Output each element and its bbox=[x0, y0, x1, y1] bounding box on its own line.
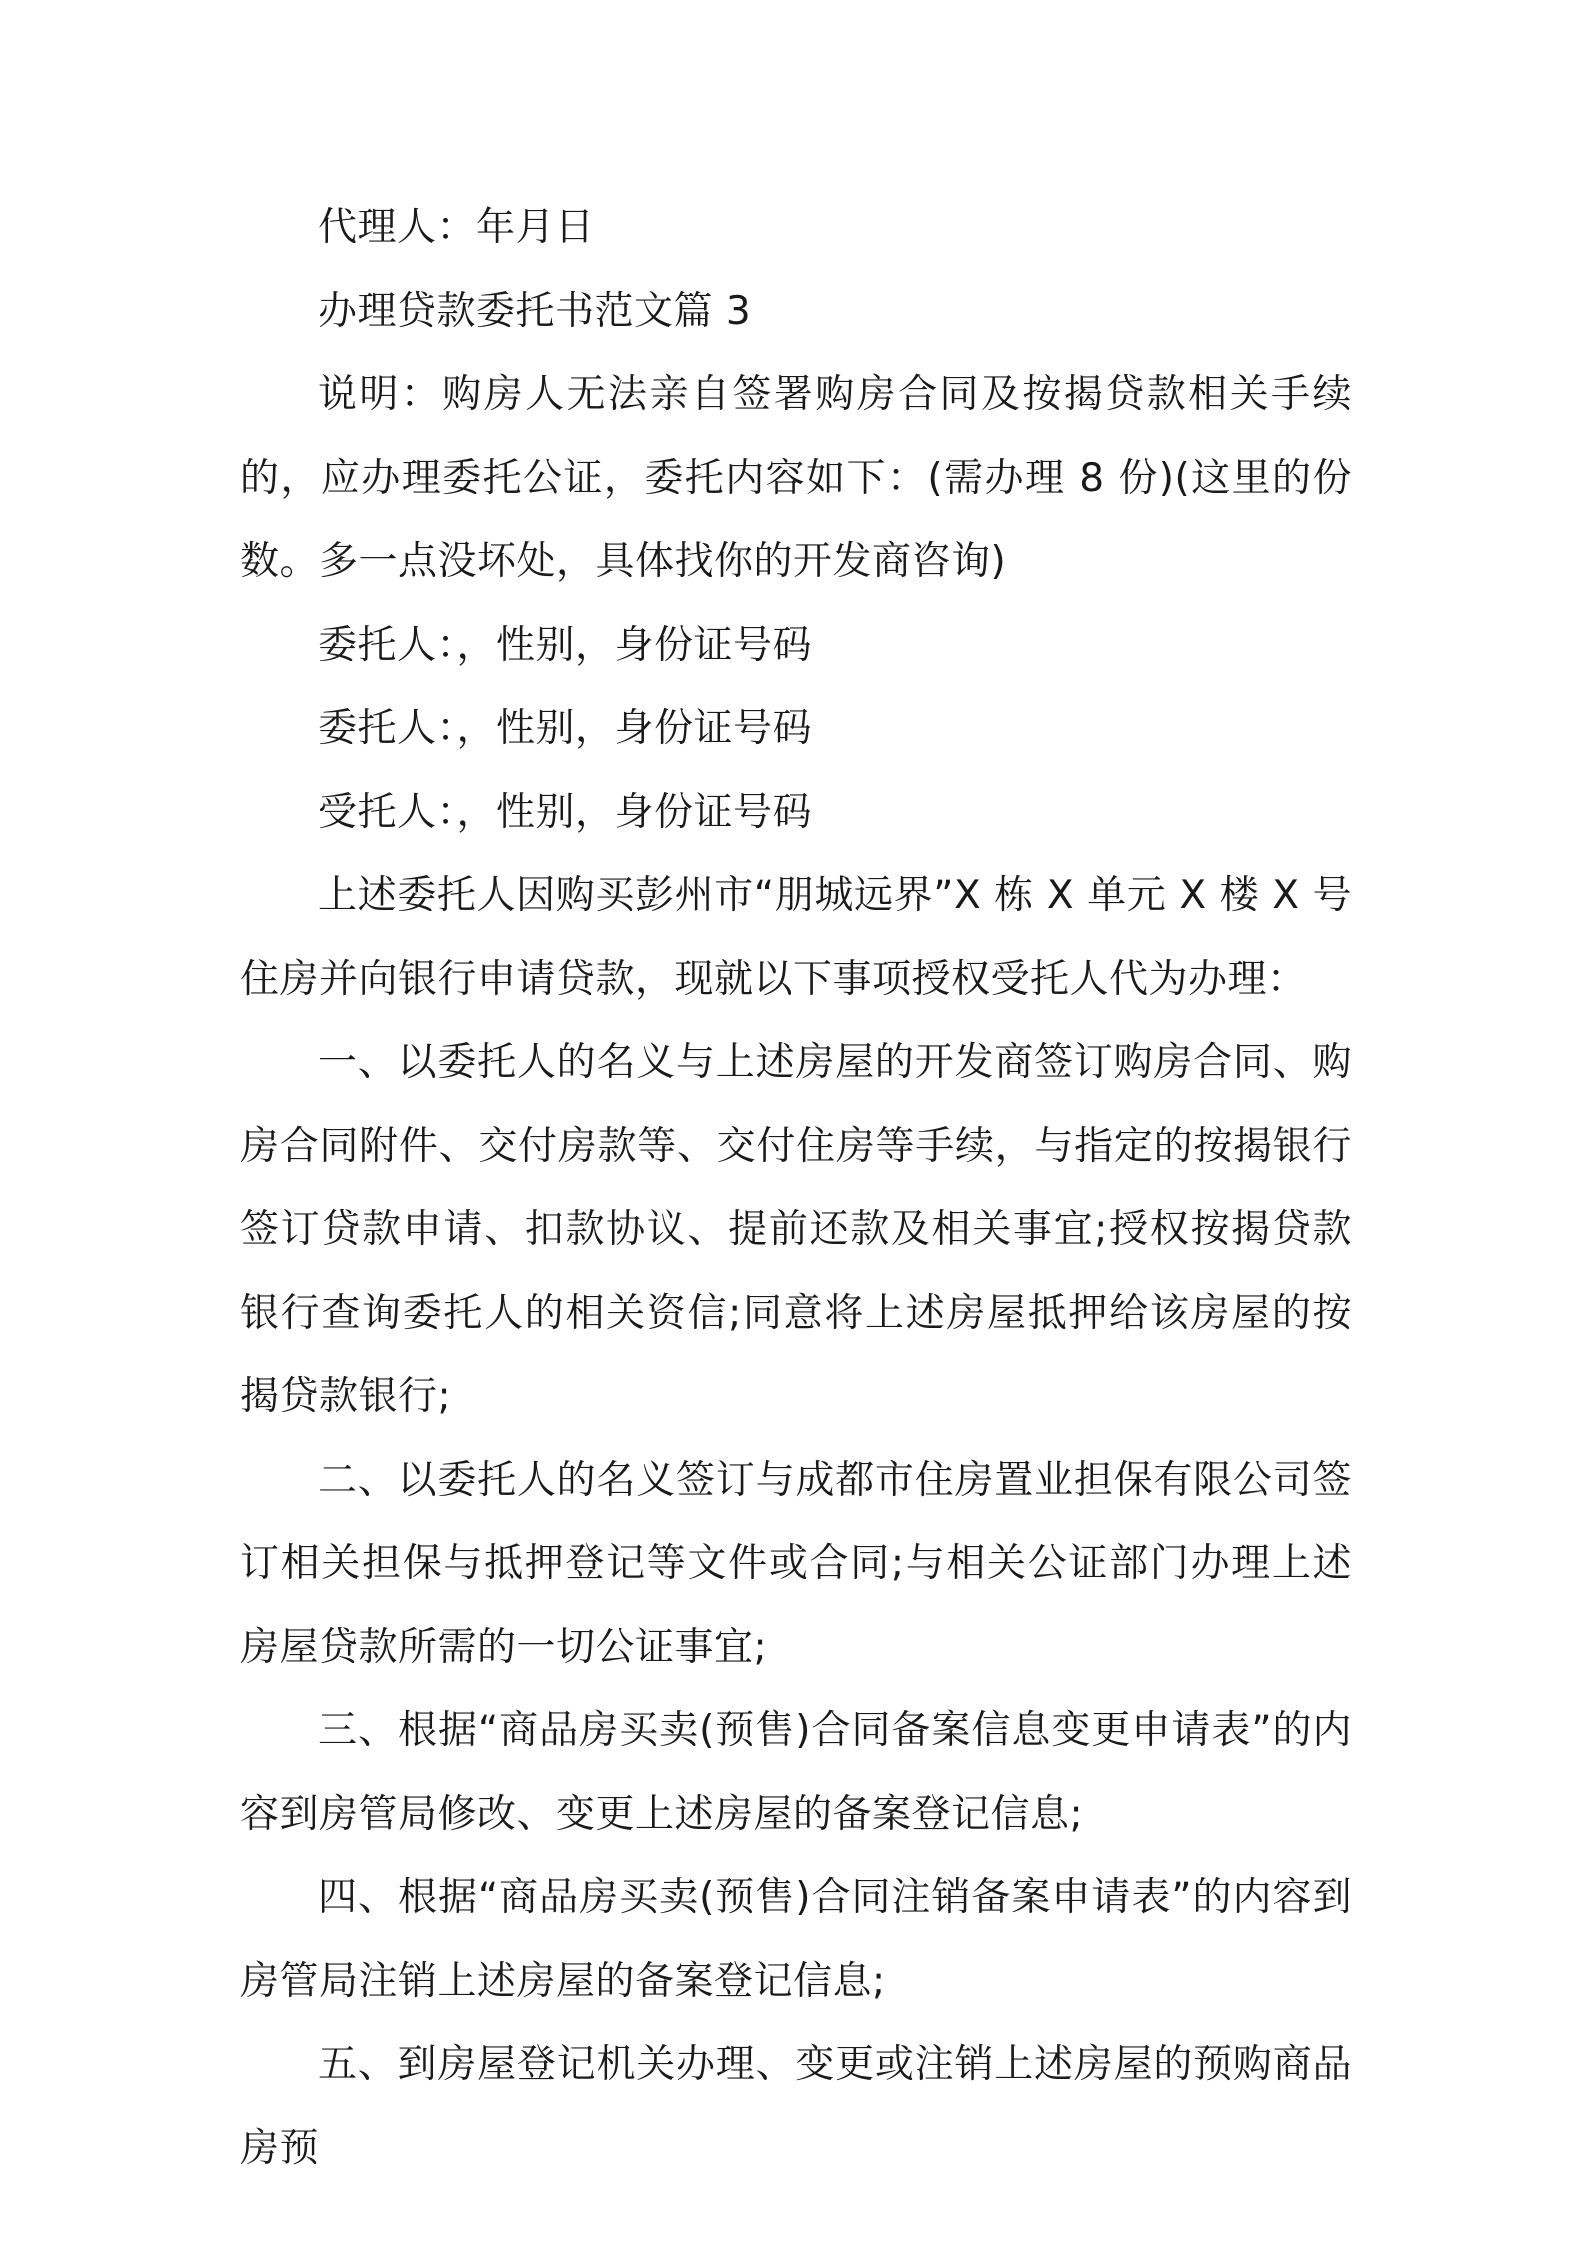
principal-line-1: 委托人：，性别，身份证号码 bbox=[318, 622, 813, 668]
section-title: 办理贷款委托书范文篇 3 bbox=[318, 288, 752, 334]
trustee-line: 受托人：，性别，身份证号码 bbox=[318, 789, 813, 835]
item-five-paragraph: 五、到房屋登记机关办理、变更或注销上述房屋的预购商品房预 bbox=[240, 2042, 1352, 2171]
agent-date-line: 代理人：年月日 bbox=[318, 205, 595, 250]
item-three-paragraph: 三、根据“商品房买卖(预售)合同备案信息变更申请表”的内容到房管局修改、变更上述房屋的备案登记信息; bbox=[240, 1708, 1352, 1837]
note-paragraph: 说明：购房人无法亲自签署购房合同及按揭贷款相关手续的，应办理委托公证，委托内容如下：(需办理 8 份)(这里的份数。多一点没坏处，具体找你的开发商咨询) bbox=[240, 372, 1352, 584]
item-one-paragraph: 一、以委托人的名义与上述房屋的开发商签订购房合同、购房合同附件、交付房款等、交付住房等手续，与指定的按揭银行签订贷款申请、扣款协议、提前还款及相关事宜;授权按揭贷款银行查询委托人的相关资信;同意将上述房屋抵押给该房屋的按揭贷款银行; bbox=[240, 1040, 1352, 1419]
item-two-paragraph: 二、以委托人的名义签订与成都市住房置业担保有限公司签订相关担保与抵押登记等文件或合同;与相关公证部门办理上述房屋贷款所需的一切公证事宜; bbox=[240, 1457, 1352, 1670]
intro-paragraph: 上述委托人因购买彭州市“朋城远界”X 栋 X 单元 X 楼 X 号住房并向银行申请贷款，现就以下事项授权受托人代为办理： bbox=[240, 873, 1352, 1002]
document-body bbox=[240, 186, 1352, 2190]
principal-line-2: 委托人：，性别，身份证号码 bbox=[318, 706, 813, 751]
item-four-paragraph: 四、根据“商品房买卖(预售)合同注销备案申请表”的内容到房管局注销上述房屋的备案登记信息; bbox=[240, 1875, 1352, 2004]
